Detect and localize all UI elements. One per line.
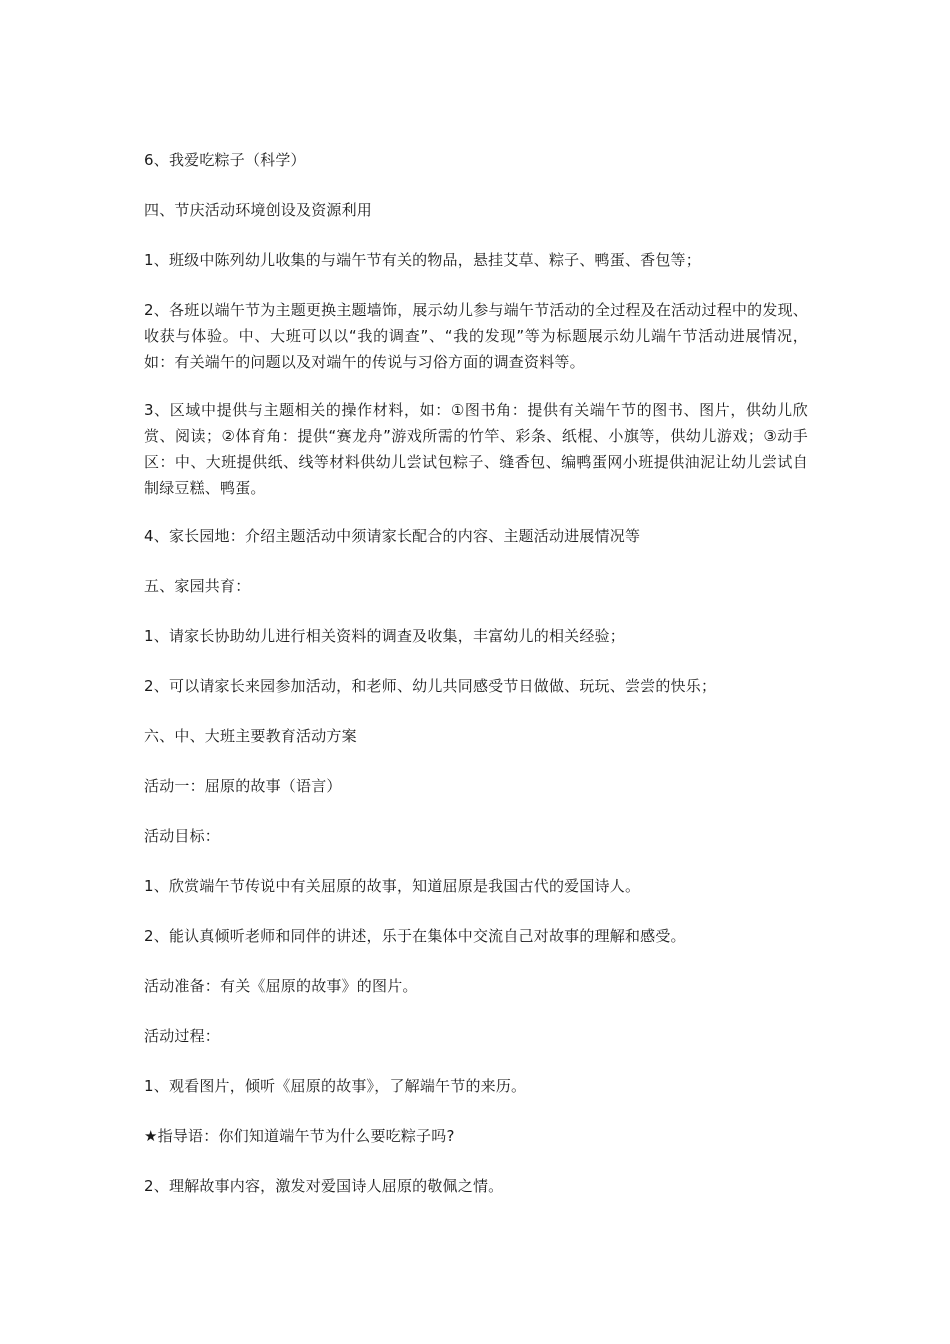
activity-title: 活动一：屈原的故事（语言） [144, 777, 342, 795]
section-heading: 四、节庆活动环境创设及资源利用 [144, 201, 373, 219]
paragraph: 2、理解故事内容，激发对爱国诗人屈原的敬佩之情。 [144, 1177, 504, 1195]
paragraph: 3、区域中提供与主题相关的操作材料，如：①图书角：提供有关端午节的图书、图片，供幼儿欣赏、阅读；②体育角：提供“赛龙舟”游戏所需的竹竿、彩条、纸棍、小旗等，供幼儿游戏；③动手区：中、大班提供纸、线等材料供幼儿尝试包粽子、缝香包、编鸭蛋网小班提供油泥让幼儿尝试自制绿豆糕、鸭蛋。 [144, 401, 808, 497]
paragraph: 活动准备：有关《屈原的故事》的图片。 [144, 977, 418, 995]
paragraph: 2、能认真倾听老师和同伴的讲述，乐于在集体中交流自己对故事的理解和感受。 [144, 927, 686, 945]
paragraph: 1、观看图片，倾听《屈原的故事》，了解端午节的来历。 [144, 1077, 527, 1095]
document-page [144, 147, 808, 1223]
section-heading: 六、中、大班主要教育活动方案 [144, 727, 357, 745]
paragraph: 1、欣赏端午节传说中有关屈原的故事，知道屈原是我国古代的爱国诗人。 [144, 877, 641, 895]
subheading: 活动目标： [144, 827, 221, 845]
paragraph: 4、家长园地：介绍主题活动中须请家长配合的内容、主题活动进展情况等 [144, 527, 641, 545]
paragraph: 2、可以请家长来园参加活动，和老师、幼儿共同感受节日做做、玩玩、尝尝的快乐； [144, 677, 717, 695]
paragraph: 2、各班以端午节为主题更换主题墙饰，展示幼儿参与端午节活动的全过程及在活动过程中的发现、收获与体验。中、大班可以以“我的调查”、“我的发现”等为标题展示幼儿端午节活动进展情况，如：有关端午的问题以及对端午的传说与习俗方面的调查资料等。 [144, 301, 808, 371]
paragraph: 1、请家长协助幼儿进行相关资料的调查及收集，丰富幼儿的相关经验； [144, 627, 625, 645]
paragraph: 1、班级中陈列幼儿收集的与端午节有关的物品，悬挂艾草、粽子、鸭蛋、香包等； [144, 251, 701, 269]
subheading: 活动过程： [144, 1027, 221, 1045]
paragraph: 6、我爱吃粽子（科学） [144, 151, 306, 169]
section-heading: 五、家园共育： [144, 577, 251, 595]
paragraph: ★指导语：你们知道端午节为什么要吃粽子吗? [144, 1127, 455, 1145]
